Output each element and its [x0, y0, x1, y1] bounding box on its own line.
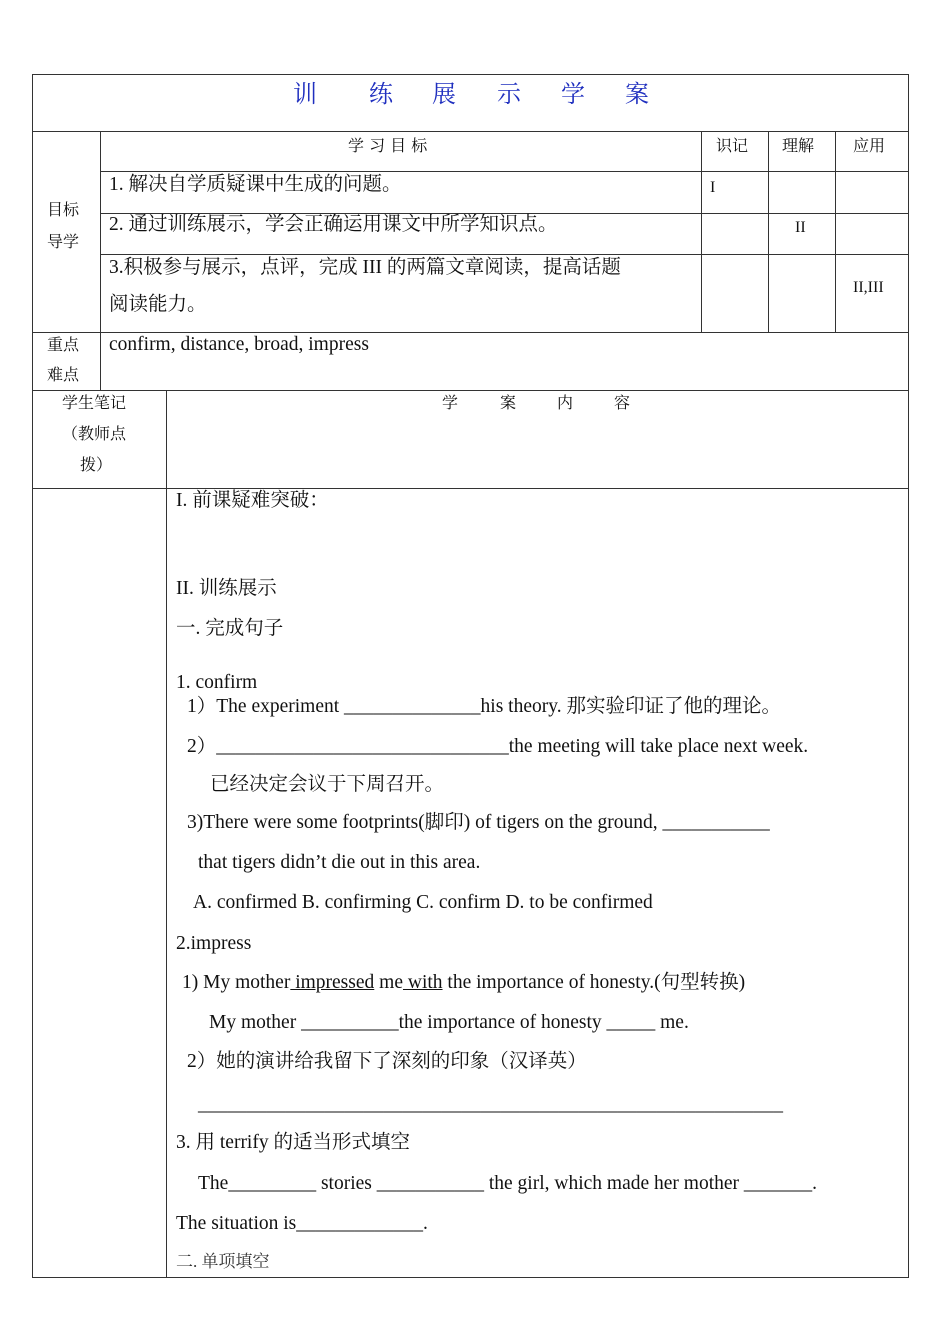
title-char-3: 展: [432, 80, 456, 108]
understand-header: 理解: [782, 136, 815, 155]
confirm-item-1: 1）The experiment ______________his theory. 那实验印证了他的理论。: [187, 696, 781, 717]
impress-item-1: [182, 971, 745, 995]
confirm-item-2: 2）______________________________the meeting will take place next week.: [187, 736, 809, 757]
objective-2-text: 2. 通过训练展示，学会正确运用课文中所学知识点。: [109, 214, 558, 235]
impress-item-1-part-a: 1) My mother: [182, 972, 291, 993]
objective-row-1-apply: [835, 171, 909, 214]
terrify-heading: 3. 用 terrify 的适当形式填空: [176, 1132, 410, 1153]
terrify-item-2: The situation is_____________.: [176, 1213, 428, 1234]
title-row: [32, 74, 909, 132]
objective-3-text-line2: 阅读能力。: [109, 294, 207, 315]
impress-item-1-rewrite: My mother __________the importance of honesty _____ me.: [209, 1012, 689, 1033]
key-points-label-2: 难点: [47, 365, 80, 384]
objective-1-text: 1. 解决自学质疑课中生成的问题。: [109, 174, 402, 195]
objective-row-3-understand: [768, 254, 836, 333]
terrify-item-1: The_________ stories ___________ the girl, which made her mother _______.: [198, 1173, 818, 1194]
title-char-5: 学: [561, 80, 585, 108]
notes-column: [32, 488, 167, 1278]
impress-item-1-underlined-with: with: [402, 972, 443, 993]
objective-row-3-recall: [701, 254, 769, 333]
title-char-2: 练: [369, 80, 393, 108]
notes-label-2: （教师点: [62, 424, 127, 443]
title-char-6: 案: [625, 80, 649, 108]
objectives-header: 学 习 目 标: [348, 136, 428, 155]
confirm-heading: 1. confirm: [176, 672, 258, 693]
content-label-char-3: 内: [557, 393, 574, 412]
objective-row-2-recall: [701, 213, 769, 255]
objective-row-2-apply: [835, 213, 909, 255]
notes-label-3: 拨）: [80, 455, 113, 474]
recall-header: 识记: [716, 136, 749, 155]
title-char-4: 示: [497, 80, 521, 108]
objective-3-text-line1: 3.积极参与展示，点评，完成 III 的两篇文章阅读，提高话题: [109, 257, 621, 278]
content-label-char-1: 学: [442, 393, 459, 412]
objective-2-understand: II: [795, 219, 806, 236]
impress-item-1-part-e: the importance of honesty.(句型转换): [442, 972, 746, 993]
content-label-char-4: 容: [614, 393, 631, 412]
impress-item-1-underlined-impressed: impressed: [290, 972, 375, 993]
objective-1-recall: I: [710, 179, 716, 196]
content-column: [166, 488, 909, 1278]
confirm-item-3-line2: that tigers didn’t die out in this area.: [198, 852, 481, 873]
confirm-item-2-translation: 已经决定会议于下周召开。: [210, 774, 445, 795]
impress-item-2-answer-line: ____________________________________________________________: [198, 1094, 783, 1115]
impress-item-2: 2）她的演讲给我留下了深刻的印象（汉译英）: [187, 1051, 587, 1072]
confirm-item-3-options: A. confirmed B. confirming C. confirm D. to be confirmed: [193, 892, 653, 913]
section-1-heading: I. 前课疑难突破：: [176, 490, 329, 511]
confirm-item-3: 3)There were some footprints(脚印) of tigers on the ground, ___________: [187, 812, 770, 833]
content-header-cell: [166, 390, 909, 489]
content-label-char-2: 案: [500, 393, 517, 412]
objective-row-1-understand: [768, 171, 836, 214]
section-2-heading: II. 训练展示: [176, 578, 277, 599]
objective-3-apply: II,III: [853, 279, 884, 296]
apply-header: 应用: [853, 136, 886, 155]
key-points-content: confirm, distance, broad, impress: [109, 334, 369, 355]
objectives-side-label-1: 目标: [47, 200, 80, 219]
part-1-heading: 一. 完成句子: [176, 618, 284, 639]
objectives-side-label-2: 导学: [47, 232, 80, 251]
title-char-1: 训: [293, 80, 317, 108]
key-points-label-1: 重点: [47, 335, 80, 354]
impress-item-1-part-c: me: [374, 972, 403, 993]
impress-heading: 2.impress: [176, 933, 252, 954]
notes-label-1: 学生笔记: [62, 393, 127, 412]
part-2-heading: 二. 单项填空: [176, 1252, 270, 1271]
